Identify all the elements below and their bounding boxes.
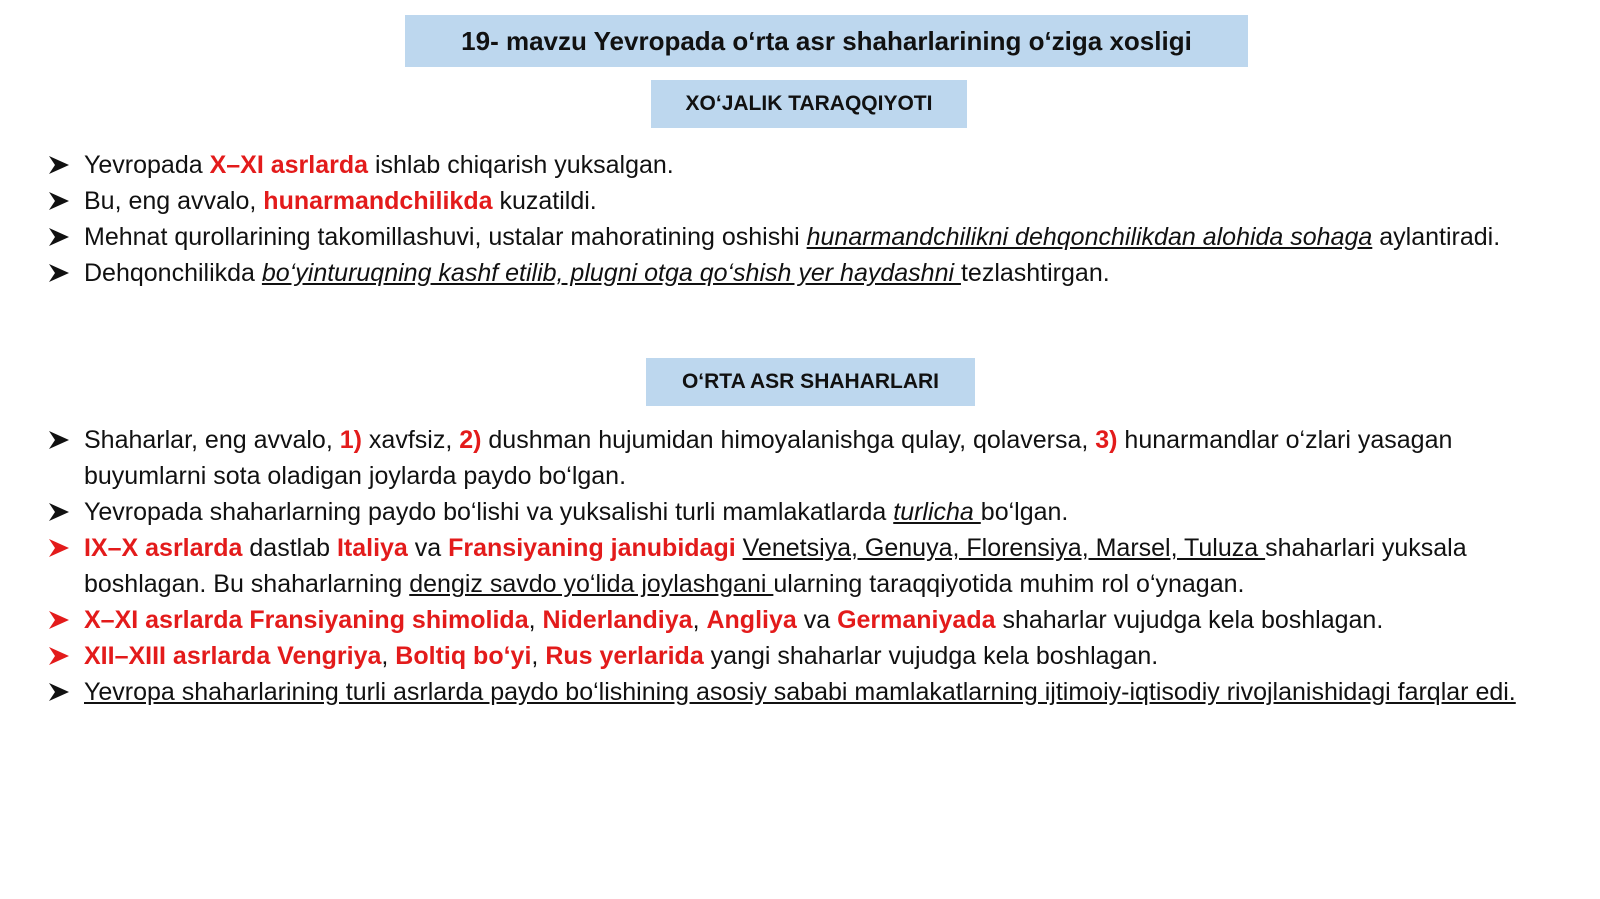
arrowhead-bullet-icon: [48, 147, 76, 183]
section-heading-cities: O‘RTA ASR SHAHARLARI: [646, 358, 975, 406]
slide-title: 19- mavzu Yevropada o‘rta asr shaharlarining o‘ziga xosligi: [405, 15, 1248, 67]
list-item: Bu, eng avvalo, hunarmandchilikda kuzatildi.: [48, 183, 1560, 219]
list-item: XII–XIII asrlarda Vengriya, Boltiq bo‘yi, Rus yerlarida yangi shaharlar vujudga kela boshlagan.: [48, 638, 1560, 674]
list-item: Dehqonchilikda bo‘yinturuqning kashf etilib, plugni otga qo‘shish yer haydashni tezlashtirgan.: [48, 255, 1560, 291]
list-item: Yevropada shaharlarning paydo bo‘lishi va yuksalishi turli mamlakatlarda turlicha bo‘lgan.: [48, 494, 1560, 530]
section-heading-economy: XO‘JALIK TARAQQIYOTI: [651, 80, 967, 128]
cities-bullet-list: [48, 422, 1560, 710]
arrowhead-bullet-icon: [48, 255, 76, 291]
list-item: Yevropada X–XI asrlarda ishlab chiqarish yuksalgan.: [48, 147, 1560, 183]
arrowhead-bullet-icon-red: [48, 638, 76, 674]
arrowhead-bullet-icon: [48, 494, 76, 530]
arrowhead-bullet-icon-red: [48, 602, 76, 638]
arrowhead-bullet-icon-red: [48, 530, 76, 566]
list-item: Yevropa shaharlarining turli asrlarda paydo bo‘lishining asosiy sababi mamlakatlarning ijtimoiy-iqtisodiy rivojlanishidagi farqlar edi.: [48, 674, 1560, 710]
arrowhead-bullet-icon: [48, 674, 76, 710]
economy-bullet-list: [48, 147, 1560, 291]
arrowhead-bullet-icon: [48, 219, 76, 255]
arrowhead-bullet-icon: [48, 422, 76, 458]
list-item: Mehnat qurollarining takomillashuvi, ustalar mahoratining oshishi hunarmandchilikni dehqonchilikdan alohida sohaga aylantiradi.: [48, 219, 1560, 255]
list-item: Shaharlar, eng avvalo, 1) xavfsiz, 2) dushman hujumidan himoyalanishga qulay, qolaversa, 3) hunarmandlar o‘zlari yasagan buyumlarni sota oladigan joylarda paydo bo‘lgan.: [48, 422, 1560, 494]
list-item: IX–X asrlarda dastlab Italiya va Fransiyaning janubidagi Venetsiya, Genuya, Florensiya, Marsel, Tuluza shaharlari yuksala boshlagan. Bu shaharlarning dengiz savdo yo‘lida joylashgani ularning taraqqiyotida muhim rol o‘ynagan.: [48, 530, 1560, 602]
arrowhead-bullet-icon: [48, 183, 76, 219]
list-item: X–XI asrlarda Fransiyaning shimolida, Niderlandiya, Angliya va Germaniyada shaharlar vujudga kela boshlagan.: [48, 602, 1560, 638]
